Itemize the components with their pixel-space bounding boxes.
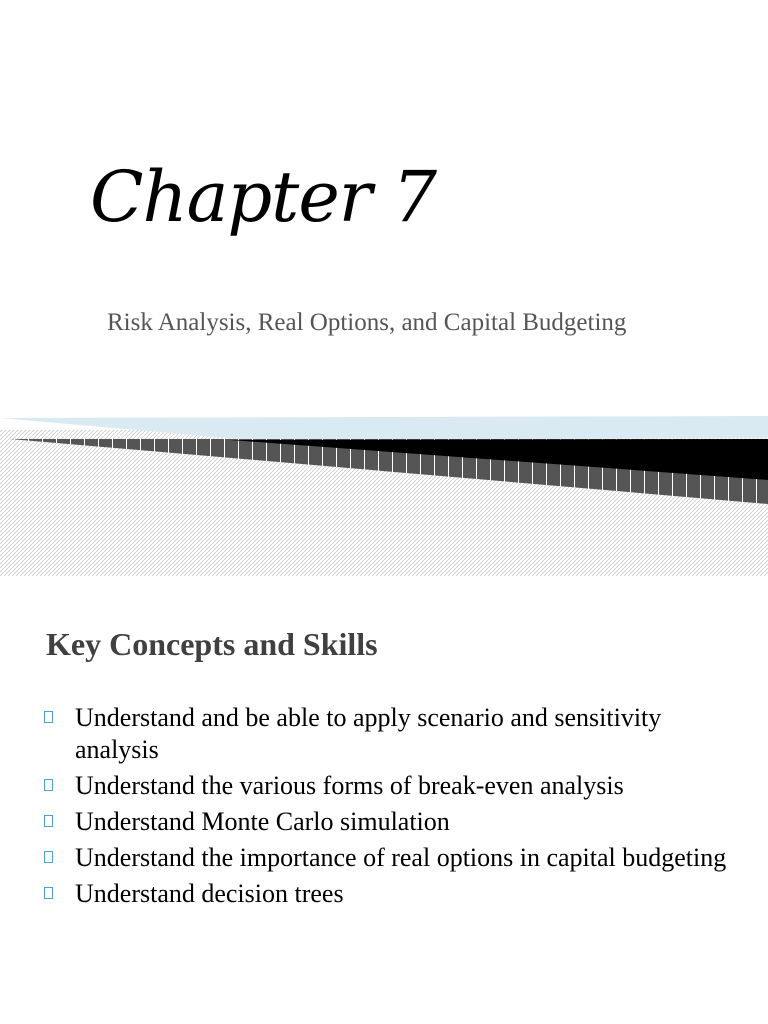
chapter-subtitle: Risk Analysis, Real Options, and Capital Budgeting	[107, 309, 627, 336]
list-item	[44, 702, 744, 766]
decorative-swoosh-band	[0, 412, 768, 576]
bullet-text: Understand and be able to apply scenario and sensitivity analysis	[75, 703, 662, 764]
bullet-list	[44, 702, 744, 914]
hollow-square-bullet-icon	[44, 702, 75, 723]
bullet-text: Understand the various forms of break-even analysis	[75, 771, 624, 800]
hollow-square-bullet-icon	[44, 770, 75, 791]
list-item	[44, 770, 744, 802]
key-concepts-slide	[0, 576, 768, 1024]
bullet-text: Understand the importance of real options in capital budgeting	[75, 843, 727, 872]
chapter-title: Chapter 7	[90, 156, 436, 238]
section-heading: Key Concepts and Skills	[46, 626, 378, 662]
hollow-square-bullet-icon	[44, 878, 75, 899]
bullet-text: Understand decision trees	[75, 879, 344, 908]
bullet-text: Understand Monte Carlo simulation	[75, 807, 450, 836]
list-item	[44, 842, 744, 874]
hollow-square-bullet-icon	[44, 806, 75, 827]
list-item	[44, 878, 744, 910]
list-item	[44, 806, 744, 838]
hollow-square-bullet-icon	[44, 842, 75, 863]
